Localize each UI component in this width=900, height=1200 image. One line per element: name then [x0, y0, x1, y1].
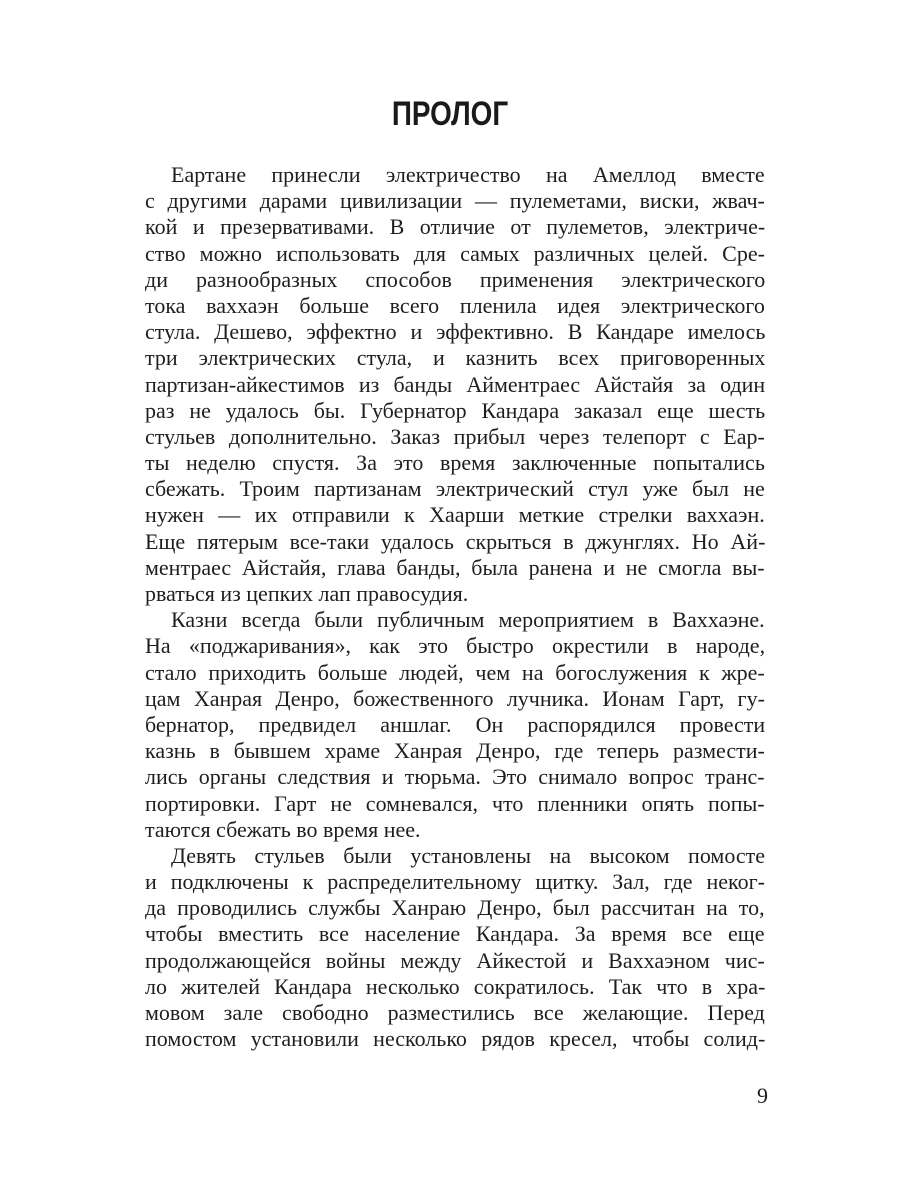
text-line: сбежать. Троим партизанам электрический стул уже был не [145, 476, 765, 502]
text-line: таются сбежать во время нее. [145, 816, 421, 842]
text-line: помостом установили несколько рядов кресел, чтобы солид- [145, 1026, 766, 1052]
paragraph [145, 843, 765, 1053]
text-line: стула. Дешево, эффектно и эффективно. В Кандаре имелось [145, 319, 766, 345]
text-line: раз не удалось бы. Губернатор Кандара заказал еще шесть [145, 397, 766, 423]
text-line: нужен — их отправили к Хаарши меткие стрелки ваххаэн. [145, 502, 765, 528]
text-line: ты неделю спустя. За это время заключенные попытались [145, 450, 765, 476]
body-text [145, 162, 765, 1052]
text-line: казнь в бывшем храме Ханрая Денро, где теперь размести- [145, 738, 765, 764]
text-line: ство можно использовать для самых различных целей. Сре- [145, 240, 765, 266]
text-line: Еще пятерым все-таки удалось скрыться в джунглях. Но Ай- [145, 528, 766, 554]
text-line: кой и презервативами. В отличие от пулеметов, электриче- [145, 214, 766, 240]
text-line: мовом зале свободно разместились все желающие. Перед [145, 1000, 765, 1025]
text-line: На «поджаривания», как это быстро окрестили в народе, [145, 633, 766, 659]
text-line: стульев дополнительно. Заказ прибыл через телепорт с Еар- [145, 423, 765, 449]
text-line: цам Ханрая Денро, божественного лучника. Ионам Гарт, гу- [145, 685, 765, 711]
chapter-title: ПРОЛОГ [391, 95, 509, 133]
text-line: партизан-айкестимов из банды Айментраес Айстайя за один [145, 371, 766, 397]
text-line: продолжающейся войны между Айкестой и Ваххаэном чис- [145, 947, 765, 973]
text-line: Казни всегда были публичным мероприятием в Ваххаэне. [171, 607, 765, 633]
text-line: чтобы вместить все население Кандара. За время все еще [145, 921, 765, 947]
text-line: Девять стульев были установлены на высоком помосте [171, 842, 766, 868]
paragraph [145, 162, 765, 607]
paragraph [145, 607, 765, 843]
text-line: ментраес Айстайя, глава банды, была ранена и не смогла вы- [145, 554, 765, 580]
page-number: 9 [757, 1083, 768, 1108]
text-line: Еартане принесли электричество на Амеллод вместе [171, 162, 765, 187]
text-line: с другими дарами цивилизации — пулеметами, виски, жвач- [145, 188, 765, 214]
text-line: да проводились службы Ханраю Денро, был рассчитан на то, [145, 895, 765, 921]
text-line: три электрических стула, и казнить всех приговоренных [145, 345, 766, 371]
text-line: ло жителей Кандара несколько сократилось. Так что в хра- [145, 973, 766, 999]
text-line: и подключены к распределительному щитку. Зал, где неког- [145, 869, 765, 895]
text-line: портировки. Гарт не сомневался, что пленники опять попы- [145, 790, 765, 816]
text-line: лись органы следствия и тюрьма. Это снимало вопрос транс- [145, 764, 765, 790]
text-line: бернатор, предвидел аншлаг. Он распорядился провести [145, 711, 766, 737]
text-line: стало приходить больше людей, чем на богослужения к жре- [145, 659, 765, 685]
text-line: тока ваххаэн больше всего пленила идея электрического [145, 292, 765, 318]
text-line: ди разнообразных способов применения электрического [145, 266, 766, 292]
text-line: рваться из цепких лап правосудия. [145, 581, 469, 606]
